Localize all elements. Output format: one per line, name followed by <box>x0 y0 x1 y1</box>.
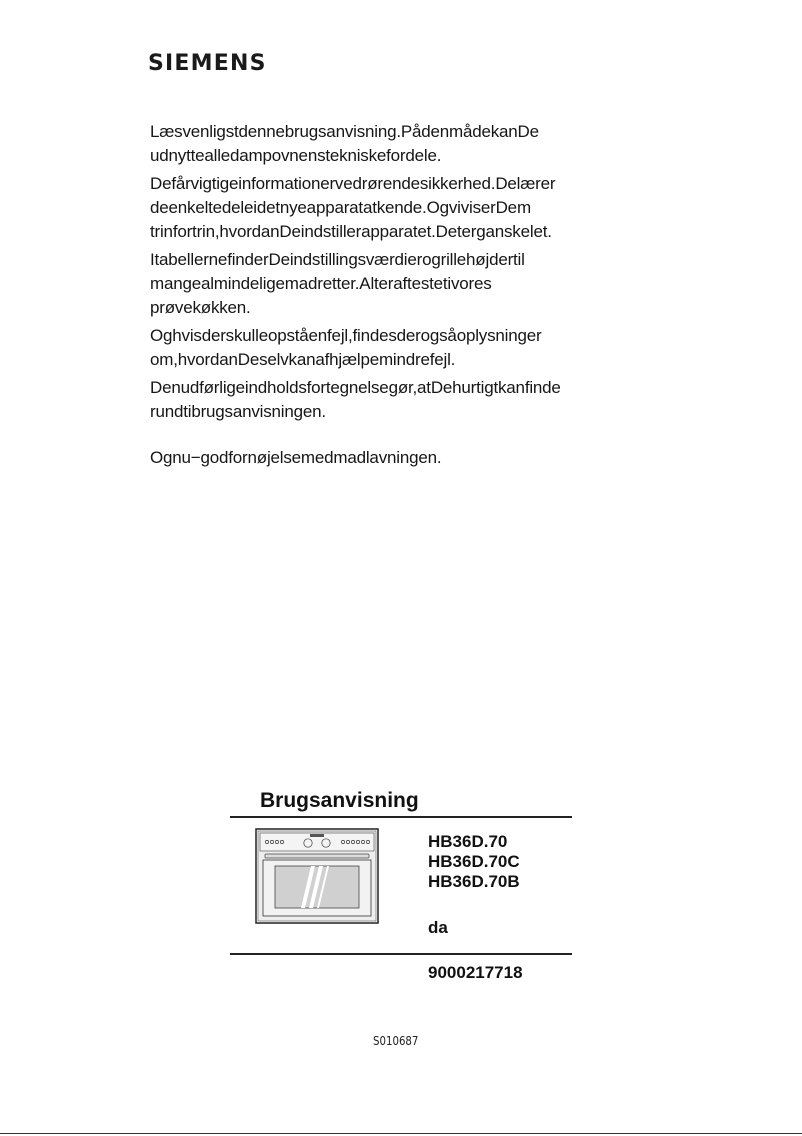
intro-line: deenkeltedeleidetnyeapparatatkende.OgviviserDem <box>150 198 531 217</box>
closing-line: Ognu−godfornøjelsemedmadlavningen. <box>150 448 442 467</box>
intro-paragraph-1 <box>150 120 620 168</box>
intro-line: mangealmindeligemadretter.Alteraftestetivores <box>150 274 492 293</box>
intro-line: Oghvisderskulleopståenfejl,findesderogsåoplysninger <box>150 326 542 345</box>
intro-paragraph-3 <box>150 248 620 320</box>
image-code: S010687 <box>373 1034 419 1048</box>
intro-line: Defårvigtigeinformationervedrørendesikkerhed.Delærer <box>150 174 556 193</box>
intro-line: Denudførligeindholdsfortegnelsegør,atDehurtigtkanfinde <box>150 378 561 397</box>
intro-paragraph-2 <box>150 172 620 244</box>
intro-line: Læsvenligstdennebrugsanvisning.PådenmådekanDe <box>150 122 539 141</box>
intro-line: udnyttealledampovnenstekniskefordele. <box>150 146 442 165</box>
intro-paragraph-4 <box>150 324 620 372</box>
model-number: HB36D.70C <box>428 852 520 871</box>
intro-paragraph-5 <box>150 376 620 424</box>
intro-line: om,hvordanDeselvkanafhjælpemindrefejl. <box>150 350 456 369</box>
oven-illustration <box>255 828 379 924</box>
intro-line: prøvekøkken. <box>150 298 251 317</box>
siemens-logo: SIEMENS <box>148 51 267 76</box>
manual-title: Brugsanvisning <box>260 789 419 812</box>
language-code: da <box>428 918 448 937</box>
part-number-divider <box>230 953 572 955</box>
page-bottom-edge <box>0 1133 802 1134</box>
part-number: 9000217718 <box>428 963 523 982</box>
title-divider <box>230 816 572 818</box>
model-list <box>428 832 520 892</box>
model-number: HB36D.70B <box>428 872 520 891</box>
intro-line: trinfortrin,hvordanDeindstillerapparatet.Deterganskelet. <box>150 222 552 241</box>
intro-line: rundtibrugsanvisningen. <box>150 402 326 421</box>
intro-text <box>150 120 620 474</box>
intro-line: ItabellernefinderDeindstillingsværdierogrillehøjdertil <box>150 250 525 269</box>
model-number: HB36D.70 <box>428 832 508 851</box>
